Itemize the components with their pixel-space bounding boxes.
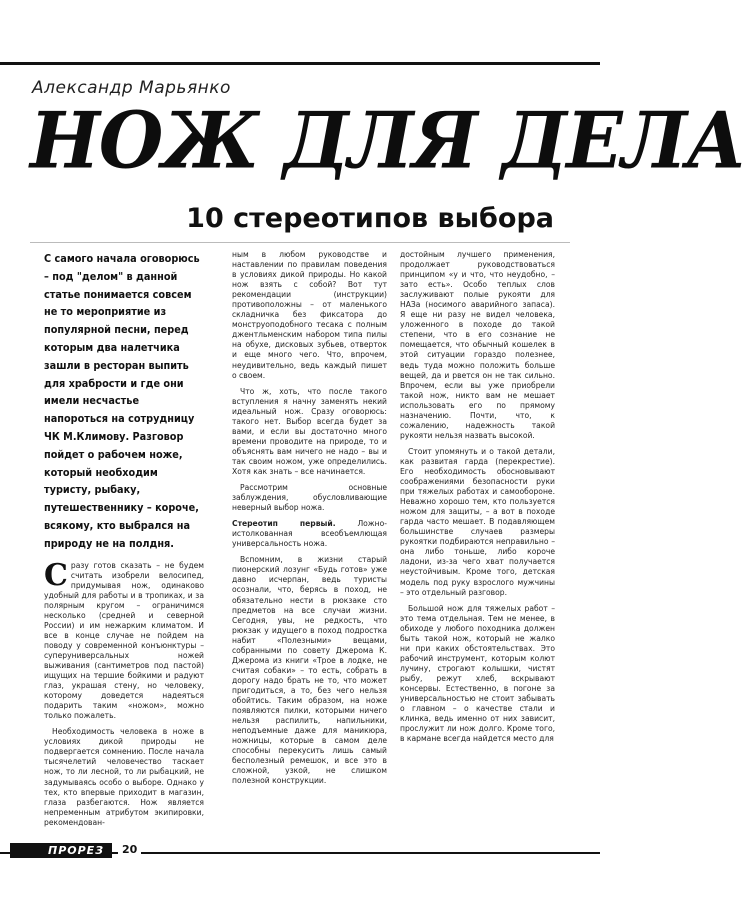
paragraph-text: разу готов сказать – не будем считать изобрели велосипед, придумывая нож, одинаково удобный для работы и в тропиках, и за полярным кругом – ограничимся несколько (средней и северной России) и им нежарким климатом. И все в конце случае не пойдем на поводу у современной конъюнктуры – суперуниверсальных ножей выживания (сантиметров под пастой) ищущих на тершие бойкими и радуют глаз, украшая стену, но человеку, которому доведется надеяться подарить таким «ножом», можно только пожалеть.: [44, 560, 204, 721]
paragraph: [44, 557, 204, 722]
magazine-brand: ПРОРЕЗ: [10, 843, 112, 858]
paragraph: Вспомним, в жизни старый пионерский лозунг «Будь готов» уже давно исчерпан, ведь туристы осознали, что, берясь в поход, не обязательно нести в рюкзаке сто предметов на все случаи жизни. Сегодня, увы, не редкость, что рюкзак у идущего в поход подростка набит «Полезными» вещами, собранными по совету Джерома К. Джерома из книги «Трое в лодке, не считая собаки» – то есть, собрать в дорогу надо брать не то, что может пригодиться, а то, без чего нельзя обойтись. Таким образом, на ноже появляются пилки, которыми ничего нельзя распилить, напильники, неподъемные даже для маникюра, ножницы, которые в самом деле способны перекусить лишь самый бесполезный ремешок, и все это в сложной, узкой, не слишком полезной конструкции.: [232, 555, 387, 786]
paragraph: Большой нож для тяжелых работ – это тема отдельная. Тем не менее, в обиходе у любого походника должен быть такой нож, который не жалко ни при каких обстоятельствах. Это рабочий инструмент, которым колют лучину, строгают колышки, чистят рыбу, режут хлеб, вскрывают консервы. Естественно, в погоне за универсальностью не стоит забывать о главном – о качестве стали и клинка, ведь именно от них зависит, прослужит ли нож долго. Кроме того, в кармане всегда найдется место для: [400, 603, 555, 744]
column-1: [44, 250, 204, 850]
paragraph: Рассмотрим основные заблуждения, обусловливающие неверный выбор ножа.: [232, 483, 387, 513]
stereotype-text: Ложно-истолкованная всеобъемлющая универсальность ножа.: [232, 519, 387, 549]
author-name: Александр Марьянко: [32, 78, 231, 98]
paragraph: достойным лучшего применения, продолжает руководствоваться принципом «у и что, что неудобно, – зато есть». Особо теплых слов заслуживают полые рукояти для НАЗа (носимого аварийного запаса). Я еще ни разу не видел человека, уложенного в походе до такой степени, что в его сознание не помещается, что обычный кошелек в этой ситуации гораздо полезнее, ведь туда можно положить больше вещей, да и рвется он не так сильно. Впрочем, если вы уже приобрели такой нож, никто вам не мешает использовать его по прямому назначению. Почти, что, к сожалению, надежность такой рукояти нельзя назвать высокой.: [400, 250, 555, 440]
paragraph: Стоит упомянуть и о такой детали, как развитая гарда (перекрестие). Его необходимость обосновывают соображениями безопасности руки при тяжелых работах и самообороне. Неважно хорошо тем, кто пользуется ножом для защиты, – а вот в походе гарда часто мешает. В подавляющем большинстве случаев размеры рукоятки подбираются неправильно – она либо тоньше, либо короче ладони, из-за чего хват получается неустойчивым. Кроме того, детская модель под руку взрослого мужчины – это отдельный разговор.: [400, 446, 555, 597]
page-number: 20: [118, 843, 141, 856]
paragraph: [232, 519, 387, 549]
article-title: НОЖ ДЛЯ ДЕЛА: [30, 96, 745, 187]
lead-paragraph: С самого начала оговорюсь – под "делом" в данной статье понимается совсем не то мероприятие из популярной песни, перед которым два налетчика зашли в ресторан выпить для храбрости и где они имели несчастье напороться на сотрудницу ЧК М.Климову. Разговор пойдет о рабочем ноже, который необходим туристу, рыбаку, путешественнику – короче, всякому, кто выбрался на природу не на полдня.: [44, 252, 200, 550]
column-3: [400, 250, 555, 845]
drop-cap: С: [44, 557, 68, 593]
article-subtitle: 10 стереотипов выбора: [186, 203, 554, 234]
paragraph: Необходимость человека в ноже в условиях дикой природы не подвергается сомнению. После начала тысячелетий человечество таскает нож, то ли лесной, то ли рыбацкий, не задумываясь особо о выборе. Однако у тех, кто впервые приходит в магазин, глаза разбегаются. Нож является непременным атрибутом экипировки, рекомендован-: [44, 727, 204, 827]
paragraph: ным в любом руководстве и наставлении по правилам поведения в условиях дикой природы. Но какой нож взять с собой? Вот тут рекомендации (инструкции) противоположны – от маленького складничка без фиксатора до монструоподобного тесака с полным джентльменским набором типа пилы на обухе, дисковых зубьев, отверток и еще много чего. Что, впрочем, неудивительно, ведь каждый пишет о своем.: [232, 250, 387, 380]
paragraph: Что ж, хоть, что после такого вступления я начну заменять некий идеальный нож. Сразу оговорюсь: такого нет. Выбор всегда будет за вами, и если вы достаточно много времени проводите на природе, то и объяснять вам ничего не надо – вы и так своим ножом, уже определились. Хотя как знать – все начинается.: [232, 386, 387, 476]
stereotype-label: Стереотип первый.: [232, 519, 336, 529]
column-2: [232, 250, 387, 850]
top-rule: [0, 62, 600, 65]
subtitle-divider: [30, 242, 570, 243]
